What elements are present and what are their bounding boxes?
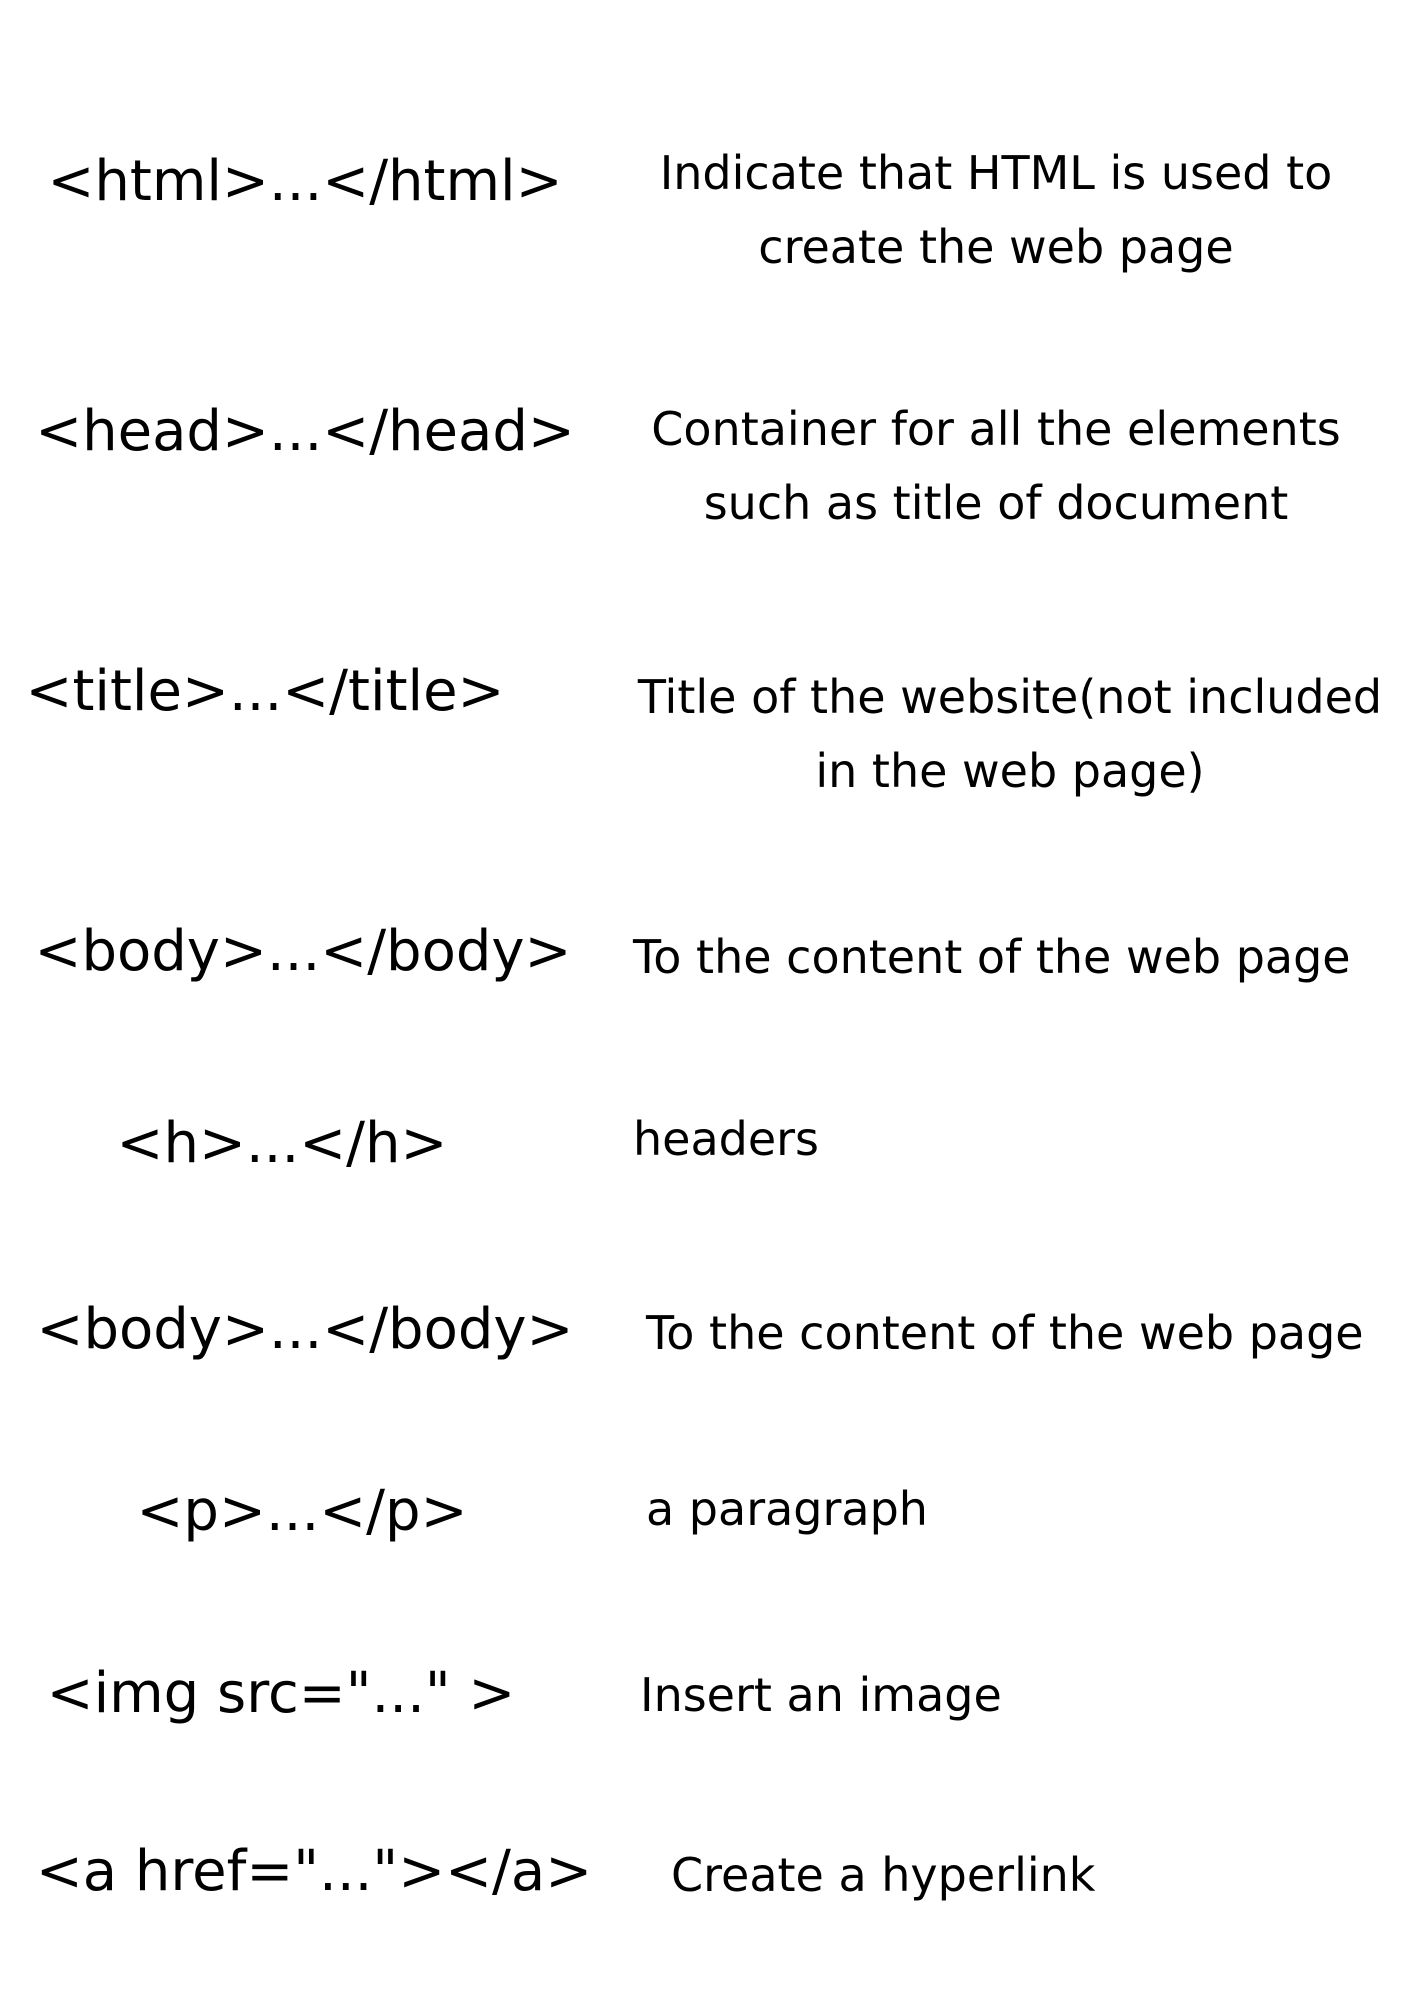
tag-a: <a href="..."></a> [35, 1839, 593, 1904]
description-img: Insert an image [640, 1668, 1002, 1722]
tag-html: <html>...</html> [47, 149, 563, 214]
tag-body-2: <body>...</body> [36, 1297, 574, 1362]
tag-head: <head>...</head> [35, 399, 575, 464]
description-body-2: To the content of the web page [646, 1306, 1364, 1360]
description-head: Container for all the elements such as title of document [651, 402, 1341, 530]
tag-body: <body>...</body> [34, 919, 572, 984]
description-h: headers [633, 1112, 820, 1166]
description-p: a paragraph [646, 1482, 928, 1536]
tag-h: <h>...</h> [116, 1111, 448, 1176]
tag-title: <title>...</title> [25, 659, 505, 724]
description-title: Title of the website(not included in the web page) [637, 670, 1383, 798]
tag-p: <p>...</p> [136, 1479, 468, 1544]
tag-img: <img src="..." > [46, 1661, 516, 1726]
description-a: Create a hyperlink [671, 1848, 1096, 1902]
description-html: Indicate that HTML is used to create the web page [659, 146, 1333, 274]
description-body: To the content of the web page [633, 930, 1351, 984]
